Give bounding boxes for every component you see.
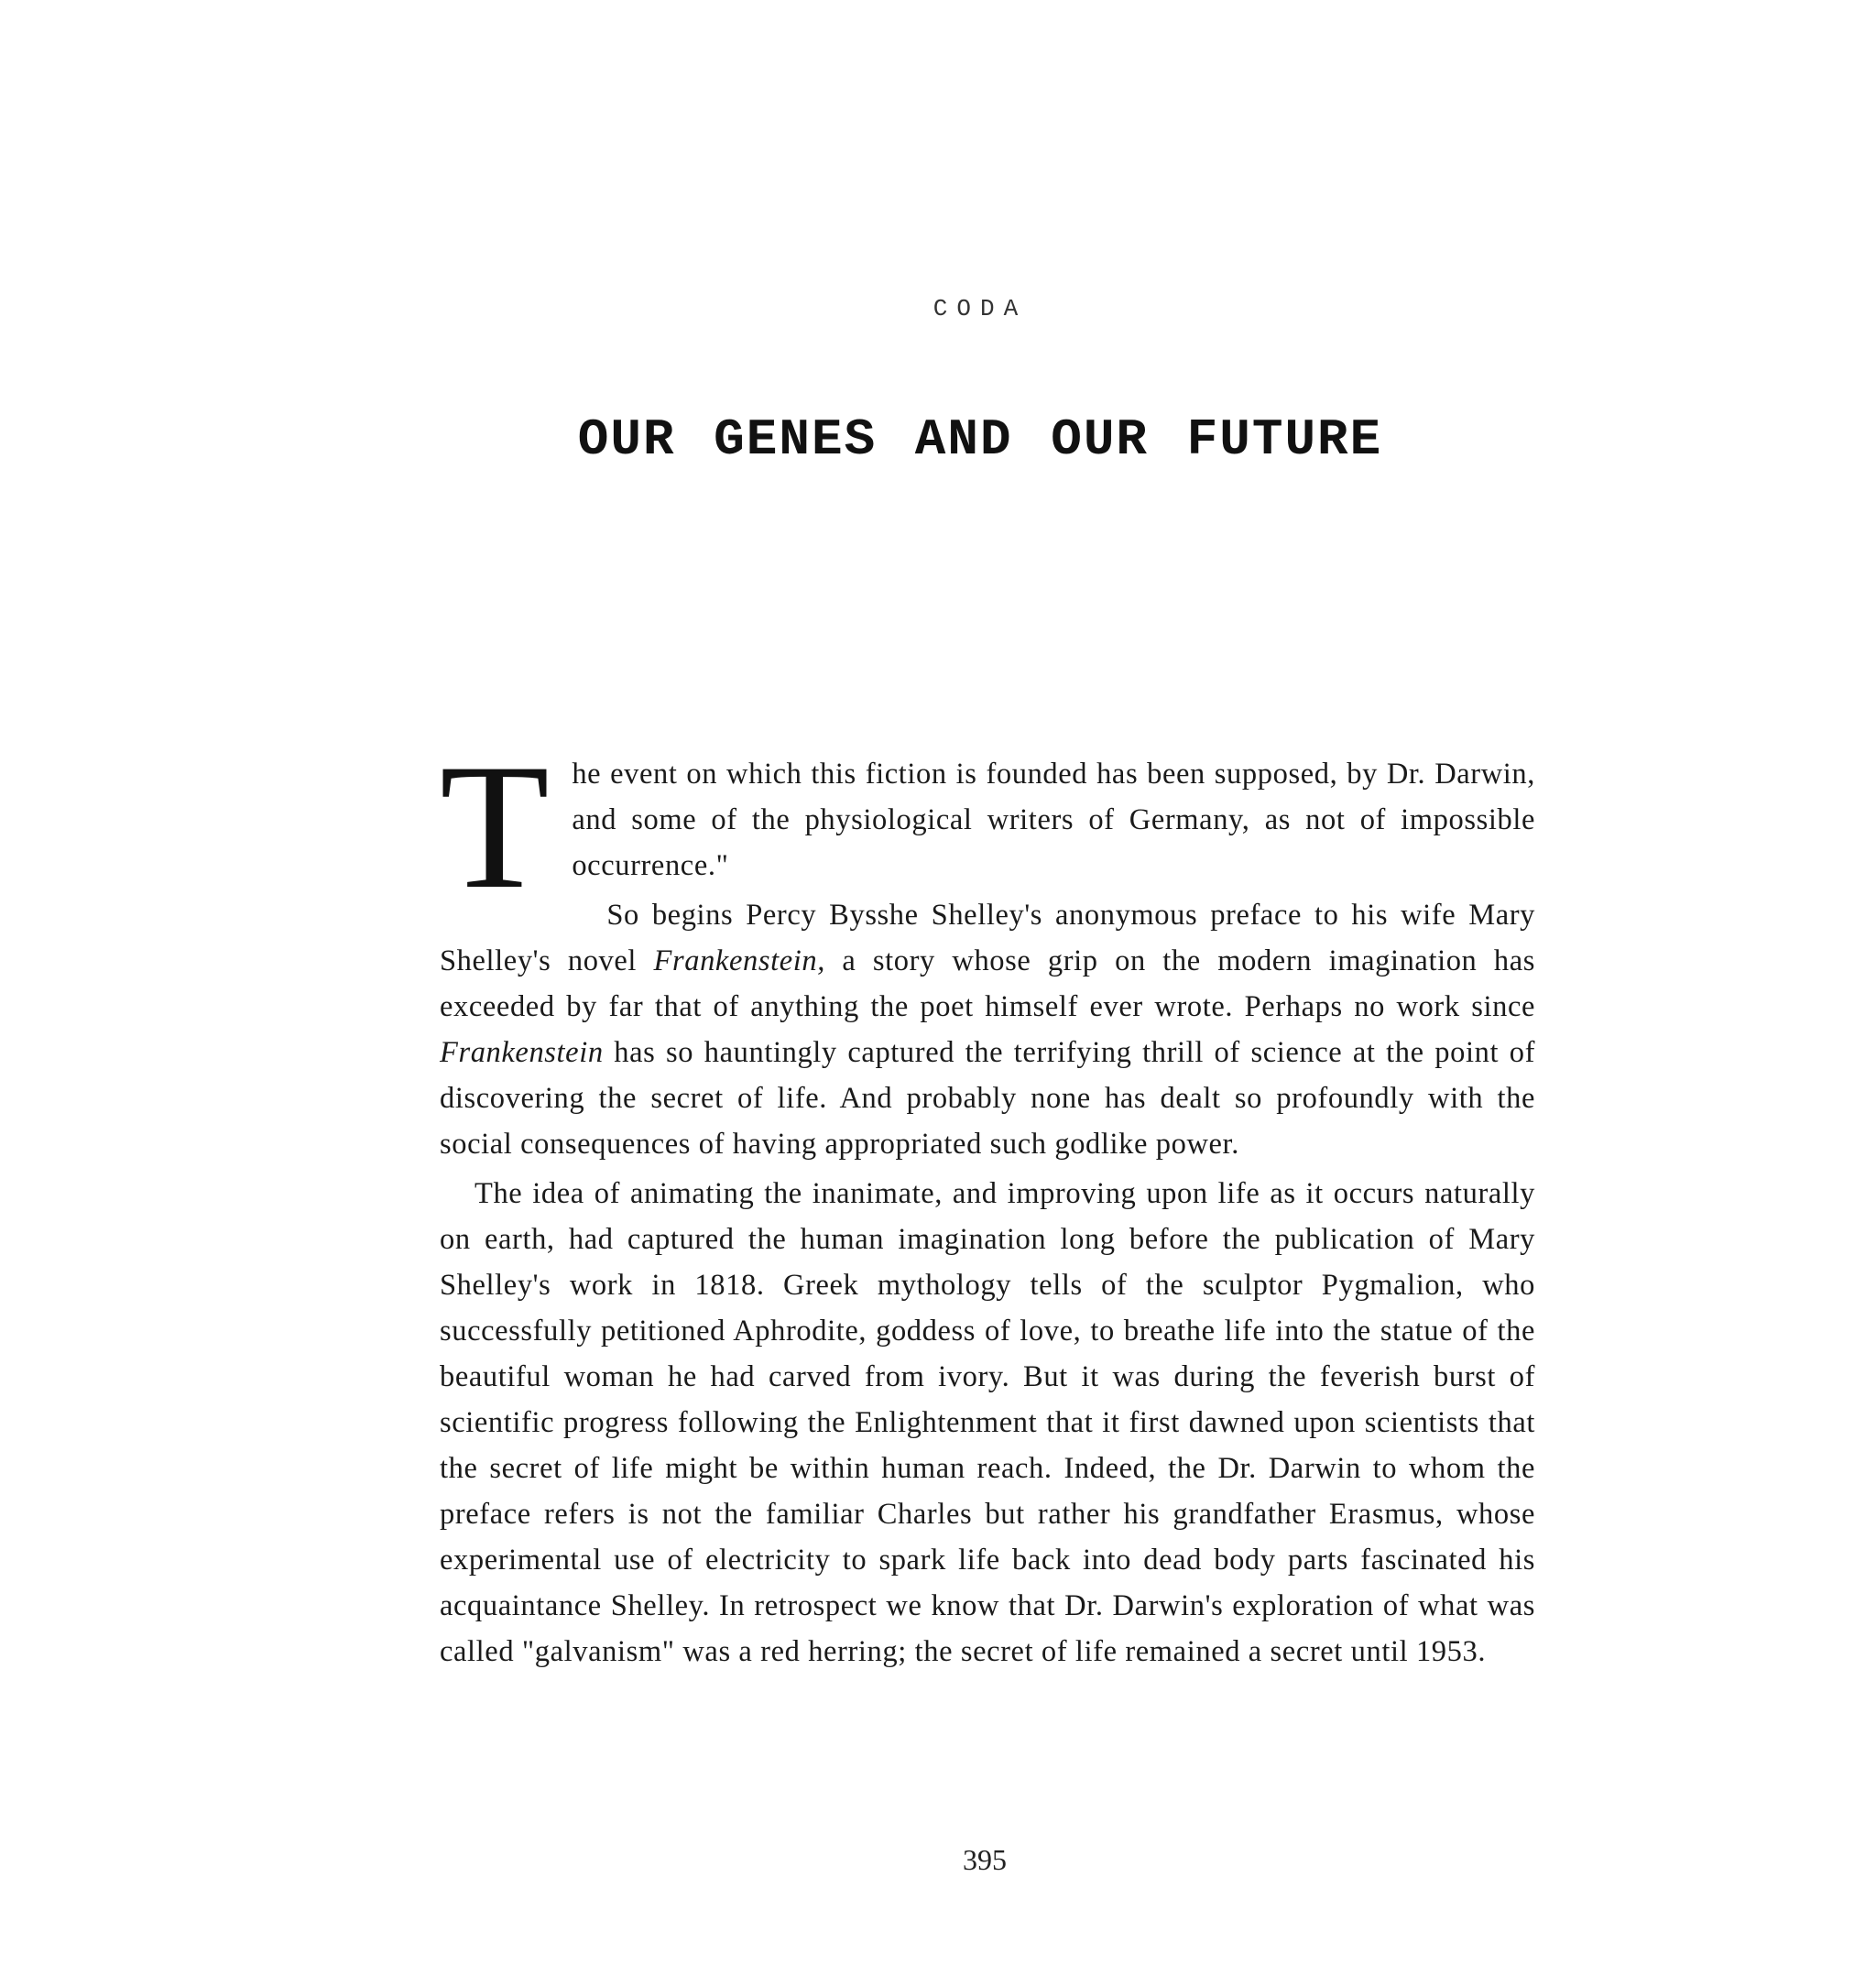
chapter-title: OUR GENES AND OUR FUTURE	[577, 410, 1383, 469]
paragraph-2	[440, 892, 1535, 1167]
drop-cap: T	[440, 727, 551, 926]
paragraph-2-text-b: a story whose grip on the modern imagination has exceeded by far that of anything the poet himself ever wrote. Perhaps no work since	[440, 944, 1535, 1023]
section-kicker: CODA	[933, 295, 1028, 322]
book-title-frankenstein-2: Frankenstein	[440, 1036, 604, 1069]
paragraph-2-text-a: So begins Percy Bysshe Shelley's anonymous preface to his wife Mary Shelley's novel	[440, 899, 1535, 977]
paragraph-2-text-c: has so hauntingly captured the terrifying thrill of science at the point of discovering the secret of life. And probably none has dealt so profoundly with the social consequences of having appropriated such godlike power.	[440, 1036, 1535, 1161]
body-text	[440, 727, 1535, 1678]
book-title-frankenstein: Frankenstein,	[653, 944, 825, 977]
paragraph-1-text: he event on which this fiction is founded has been supposed, by Dr. Darwin, and some of the physiological writers of Germany, as not of impossible occurrence."	[572, 758, 1535, 882]
paragraph-3: The idea of animating the inanimate, and improving upon life as it occurs naturally on earth, had captured the human imagination long before the publication of Mary Shelley's work in 1818. Greek mythology tells of the sculptor Pygmalion, who successfully petitioned Aphrodite, goddess of love, to breathe life into the statue of the beautiful woman he had carved from ivory. But it was during the feverish burst of scientific progress following the Enlightenment that it first dawned upon scientists that the secret of life might be within human reach. Indeed, the Dr. Darwin to whom the preface refers is not the familiar Charles but rather his grandfather Erasmus, whose experimental use of electricity to spark life back into dead body parts fascinated his acquaintance Shelley. In retrospect we know that Dr. Darwin's exploration of what was called "galvanism" was a red herring; the secret of life remained a secret until 1953.	[440, 1177, 1535, 1668]
page-number: 395	[963, 1843, 1007, 1876]
paragraph-1	[440, 727, 1535, 926]
